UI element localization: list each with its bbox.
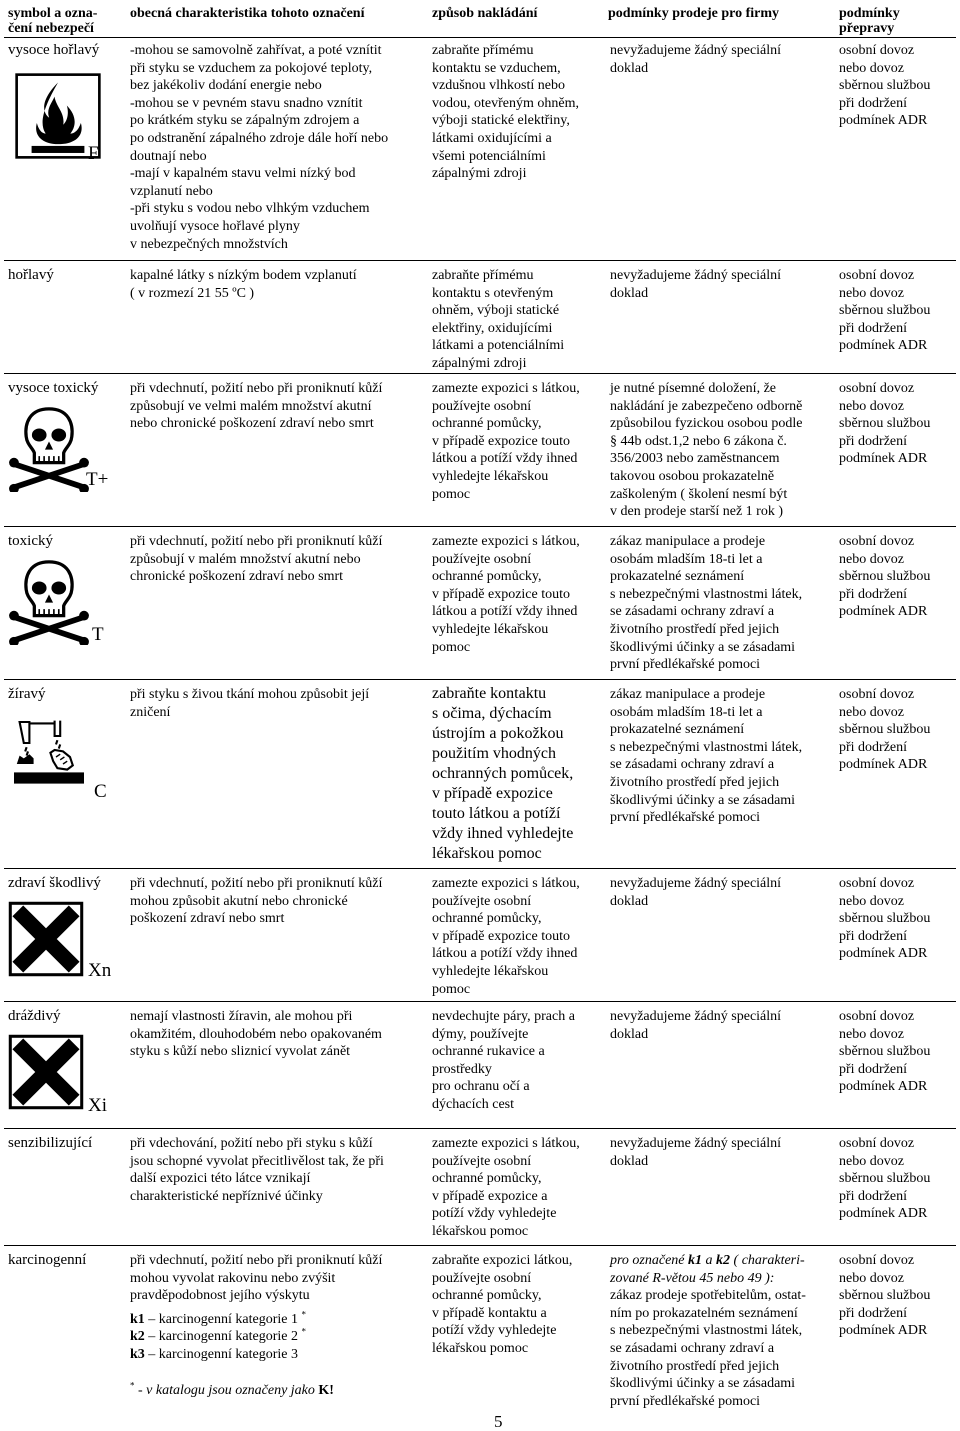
text-line: ochranné pomůcky, — [432, 416, 542, 432]
table-row-transport-cell — [835, 374, 956, 526]
text-line: při styku s živou tkání mohou způsobit její — [130, 687, 370, 702]
text-line: podmínek ADR — [839, 757, 928, 773]
symbol-code: Xi — [88, 1094, 107, 1116]
text-line: mohou způsobit akutní nebo chronické — [130, 893, 348, 909]
text-line: nebo dovoz — [839, 1153, 904, 1169]
table-row-sale-cell — [604, 680, 835, 868]
text-line: ochranné pomůcky, — [432, 911, 542, 927]
text-line: podmínek ADR — [839, 1079, 928, 1095]
text-line: 356/2003 nebo zaměstnancem — [610, 451, 780, 467]
carcinogen-category — [130, 1328, 424, 1346]
text-line: zamezte expozici s látkou, — [432, 1136, 580, 1151]
table-row-transport-cell — [835, 261, 956, 373]
text-line: osobní dovoz — [839, 381, 915, 396]
text-line: styku s kůží nebo sliznicí vyvolat zánět — [130, 1044, 351, 1060]
table-row-transport-cell — [835, 1246, 956, 1418]
text-line: ochranné pomůcky, — [432, 569, 542, 585]
text-line: sběrnou službou — [839, 1288, 931, 1304]
table-row-characteristic-cell — [126, 1246, 428, 1418]
text-line: kontaktu s otevřeným — [432, 285, 554, 301]
table-row-characteristic-cell — [126, 1002, 428, 1128]
text-line: nebo dovoz — [839, 893, 904, 909]
table-row-symbol-cell — [4, 680, 126, 868]
table-row-characteristic-cell — [126, 38, 428, 260]
text-line: takovou osobou prokazatelně — [610, 468, 775, 484]
text-line: podmínek ADR — [839, 451, 928, 467]
text-line: nevyžadujeme žádný speciální — [610, 268, 782, 283]
table-row-handling-cell — [428, 374, 604, 526]
text-line: pravděpodobnost jejího výskytu — [130, 1288, 310, 1304]
text-line: další expozici této látce vznikají — [130, 1171, 311, 1187]
text-line: nevdechujte páry, prach a — [432, 1009, 575, 1024]
text-line: způsobují v malém množství akutní nebo — [130, 551, 361, 567]
text-line: používejte osobní — [432, 551, 532, 567]
text-line: nakládání je zabezpečeno odborně — [610, 398, 803, 414]
text-line: při styku se vzduchem za pokojové teploty, — [130, 60, 373, 76]
symbol-box — [8, 557, 118, 657]
symbol-box — [14, 72, 114, 172]
text-line: vyhledejte lékařskou — [432, 963, 549, 979]
text-line: ochranné rukavice a — [432, 1044, 545, 1060]
table-row-symbol-cell — [4, 1246, 126, 1418]
symbol-name: senzibilizující — [8, 1135, 93, 1151]
text-line: osobní dovoz — [839, 268, 915, 283]
header-sale-text: podmínky prodeje pro firmy — [608, 6, 779, 21]
text-line: prostředky — [432, 1061, 492, 1077]
table-row-symbol-cell — [4, 374, 126, 526]
text-line: se zásadami ochrany zdraví a — [610, 1340, 775, 1356]
symbol-box — [8, 1034, 118, 1124]
text-line: elektřiny, oxidujícími — [432, 320, 553, 336]
text-line: osobní dovoz — [839, 534, 915, 549]
category-label: – karcinogenní kategorie 3 — [148, 1346, 298, 1362]
header-transport-line-2: přepravy — [839, 21, 895, 36]
text-line: při vdechnutí, požití nebo při proniknutí kůží — [130, 534, 383, 549]
text-line: kontaktu se vzduchem, — [432, 60, 561, 76]
text-line: dýmy, používejte — [432, 1026, 529, 1042]
text-line: zaškoleným ( školení nesmí být — [610, 486, 788, 502]
text-line: používejte osobní — [432, 398, 532, 414]
table-row-handling-cell — [428, 1246, 604, 1418]
text-line: látkami a potenciálními — [432, 338, 565, 354]
text-line: sběrnou službou — [839, 416, 931, 432]
text-line: doklad — [610, 1026, 649, 1042]
table-row-transport-cell — [835, 680, 956, 868]
text-line: nevyžadujeme žádný speciální — [610, 1009, 782, 1024]
text-line: v případě expozice touto — [432, 433, 571, 449]
text-line: nevyžadujeme žádný speciální — [610, 43, 782, 58]
text-line: při vdechnutí, požití nebo při proniknutí kůží — [130, 876, 383, 891]
x-cross-icon — [8, 901, 84, 977]
text-line: při dodržení — [839, 1188, 908, 1204]
text-line: osobám mladším 18-ti let a — [610, 551, 763, 567]
text-line: zákaz prodeje spotřebitelům, ostat- — [610, 1288, 806, 1304]
text-line: při dodržení — [839, 1305, 908, 1321]
text-line: s nebezpečnými vlastnostmi látek, — [610, 586, 803, 602]
table-row-symbol-cell — [4, 1002, 126, 1128]
text-line: sběrnou službou — [839, 303, 931, 319]
text-line: potíží vždy vyhledejte — [432, 1323, 557, 1339]
text-line: nebo chronické poškození zdraví nebo smrt — [130, 416, 374, 432]
symbol-name: dráždivý — [8, 1008, 61, 1024]
text-line: bez jakékoliv dodání energie nebo — [130, 78, 322, 94]
text-line: při vdechnutí, požití nebo při proniknutí kůží — [130, 381, 383, 396]
text-line: se zásadami ochrany zdraví a — [610, 604, 775, 620]
category-code: k2 — [130, 1329, 145, 1345]
text-line: prokazatelné seznámení — [610, 569, 745, 585]
text-line: životního prostředí před jejich — [610, 1358, 780, 1374]
text-line: životního prostředí před jejich — [610, 621, 780, 637]
symbol-name: karcinogenní — [8, 1252, 87, 1268]
text-line: doklad — [610, 285, 649, 301]
text-line: v případě expozice touto — [432, 586, 571, 602]
text-line: v případě expozice — [432, 785, 553, 802]
header-symbol-line-2: čení nebezpečí — [8, 21, 94, 36]
text-line: doklad — [610, 60, 649, 76]
symbol-code: T+ — [86, 468, 109, 490]
text-line: sběrnou službou — [839, 78, 931, 94]
text-line: osobní dovoz — [839, 1136, 915, 1151]
text-line: ochranné pomůcky, — [432, 1288, 542, 1304]
text-line: chronické poškození zdraví nebo smrt — [130, 569, 344, 585]
text-line: lékařskou pomoc — [432, 845, 542, 862]
table-row-sale-cell — [604, 374, 835, 526]
text-line: vyhledejte lékařskou — [432, 468, 549, 484]
text-line: dýchacích cest — [432, 1096, 515, 1112]
text-line: použitím vhodných — [432, 745, 556, 762]
text-line: vzplanutí nebo — [130, 183, 213, 199]
category-code: k1 — [130, 1311, 145, 1327]
table-row-handling-cell — [428, 261, 604, 373]
text-line: touto látkou a potíží — [432, 805, 561, 822]
footnote-text: - v katalogu jsou označeny jako — [138, 1382, 315, 1398]
table-row-sale-cell — [604, 1129, 835, 1245]
text-line: nebo dovoz — [839, 704, 904, 720]
text-line: lékařskou pomoc — [432, 1340, 529, 1356]
text-line: osobní dovoz — [839, 876, 915, 891]
text-line: životního prostředí před jejich — [610, 774, 780, 790]
table-row-sale-cell — [604, 1246, 835, 1418]
category-label: – karcinogenní kategorie 1 — [148, 1311, 298, 1327]
symbol-code: C — [94, 780, 107, 802]
hazard-symbols-table — [4, 4, 956, 1418]
sale-intro-line — [610, 1252, 831, 1270]
table-row-characteristic-cell — [126, 527, 428, 679]
symbol-name: žíravý — [8, 686, 46, 702]
text-line: s nebezpečnými vlastnostmi látek, — [610, 1323, 803, 1339]
header-handling — [428, 4, 604, 38]
category-label: – karcinogenní kategorie 2 — [148, 1329, 298, 1345]
table-row-sale-cell — [604, 261, 835, 373]
text-line: okamžitém, dlouhodobém nebo opakovaném — [130, 1026, 382, 1042]
table-row-characteristic-cell — [126, 680, 428, 868]
table-row-characteristic-cell — [126, 261, 428, 373]
text-line: mohou vyvolat rakovinu nebo zvýšit — [130, 1270, 336, 1286]
text-line: pro ochranu očí a — [432, 1079, 530, 1095]
text-line: nemají vlastnosti žíravin, ale mohou při — [130, 1009, 353, 1024]
text-line: v nebezpečných množstvích — [130, 236, 288, 252]
table-row-transport-cell — [835, 1002, 956, 1128]
table-row-transport-cell — [835, 527, 956, 679]
text-line: ústrojím a pokožkou — [432, 725, 564, 742]
text-line: osobní dovoz — [839, 43, 915, 58]
table-row-handling-cell — [428, 527, 604, 679]
table-row-characteristic-cell — [126, 1129, 428, 1245]
text-line: s očima, dýchacím — [432, 705, 552, 722]
table-row-symbol-cell — [4, 869, 126, 1001]
text-line: zabraňte expozici látkou, — [432, 1253, 573, 1268]
text-line: látkou a potíží vždy ihned — [432, 604, 578, 620]
text-line: vzdušnou vlhkostí nebo — [432, 78, 565, 94]
header-characteristic — [126, 4, 428, 38]
text-line: sběrnou službou — [839, 569, 931, 585]
symbol-name: toxický — [8, 533, 53, 549]
table-row-handling-cell — [428, 38, 604, 260]
text-line: podmínek ADR — [839, 1206, 928, 1222]
text-line: vyhledejte lékařskou — [432, 621, 549, 637]
symbol-box — [14, 714, 124, 814]
table-row-transport-cell — [835, 1129, 956, 1245]
table-row-characteristic-cell — [126, 374, 428, 526]
text-line: při dodržení — [839, 586, 908, 602]
table-row-sale-cell — [604, 1002, 835, 1128]
text-line: osobám mladším 18-ti let a — [610, 704, 763, 720]
text-line: škodlivými účinky a se zásadami — [610, 792, 796, 808]
text-line: -mohou se v pevném stavu snadno vznítit — [130, 95, 363, 111]
corrosion-icon — [14, 714, 84, 786]
table-row-symbol-cell — [4, 261, 126, 373]
text-line: sběrnou službou — [839, 1171, 931, 1187]
text-line: nebo dovoz — [839, 285, 904, 301]
text-line: podmínek ADR — [839, 604, 928, 620]
text-line: zákaz manipulace a prodeje — [610, 687, 766, 702]
text-line: doklad — [610, 893, 649, 909]
text-line: nebo dovoz — [839, 1026, 904, 1042]
header-transport-line-1: podmínky — [839, 6, 900, 21]
text-line: zákaz manipulace a prodeje — [610, 534, 766, 549]
table-row-handling-cell — [428, 680, 604, 868]
text-line: ním po prokazatelném seznámení — [610, 1305, 798, 1321]
symbol-code: Xn — [88, 959, 112, 981]
text-line: látkami oxidujícími a — [432, 130, 552, 146]
text-line: používejte osobní — [432, 893, 532, 909]
text-line: osobní dovoz — [839, 1253, 915, 1268]
text-line: výboji statické elektřiny, — [432, 113, 570, 129]
text-line: zabraňte přímému — [432, 268, 534, 283]
skull-crossbones-icon — [8, 557, 90, 645]
text-line: ochranné pomůcky, — [432, 1171, 542, 1187]
table-row-symbol-cell — [4, 1129, 126, 1245]
text-line: první předlékařské pomoci — [610, 810, 761, 826]
symbol-name: zdraví škodlivý — [8, 875, 101, 891]
sale-intro-code: k2 — [716, 1253, 731, 1268]
footnote — [130, 1379, 424, 1400]
text-line: škodlivými účinky a se zásadami — [610, 1376, 796, 1392]
text-line: při vdechování, požití nebo při styku s kůží — [130, 1136, 373, 1151]
text-line: látkou a potíží vždy ihned — [432, 451, 578, 467]
symbol-name: vysoce hořlavý — [8, 42, 100, 58]
text-line: se zásadami ochrany zdraví a — [610, 757, 775, 773]
text-line: látkou a potíží vždy ihned — [432, 946, 578, 962]
text-line: při dodržení — [839, 433, 908, 449]
text-line: škodlivými účinky a se zásadami — [610, 639, 796, 655]
table-row-sale-cell — [604, 38, 835, 260]
text-line: po krátkém styku se zápalným zdrojem a — [130, 113, 360, 129]
text-line: doklad — [610, 1153, 649, 1169]
text-line: sběrnou službou — [839, 1044, 931, 1060]
text-line: lékařskou pomoc — [432, 1223, 529, 1239]
sale-intro-code: k1 — [688, 1253, 703, 1268]
text-line: nevyžadujeme žádný speciální — [610, 1136, 782, 1151]
text-line: podmínek ADR — [839, 946, 928, 962]
text-line: § 44b odst.1,2 nebo 6 zákona č. — [610, 433, 787, 449]
text-line: charakteristické nepříznivé účinky — [130, 1188, 323, 1204]
symbol-code: T — [92, 623, 104, 645]
text-line: v případě expozice touto — [432, 928, 571, 944]
text-line: kapalné látky s nízkým bodem vzplanutí — [130, 268, 357, 283]
text-line: -mají v kapalném stavu velmi nízký bod — [130, 166, 356, 182]
text-line: první předlékařské pomoci — [610, 657, 761, 673]
symbol-code: F — [88, 142, 99, 164]
sale-intro-text: ( charakteri- — [733, 1253, 805, 1268]
text-line: pomoc — [432, 486, 471, 502]
text-line: při dodržení — [839, 739, 908, 755]
carcinogen-category — [130, 1311, 424, 1329]
text-line: při dodržení — [839, 928, 908, 944]
text-line: vždy ihned vyhledejte — [432, 825, 574, 842]
text-line: je nutné písemné doložení, že — [610, 381, 776, 396]
text-line: způsobují ve velmi malém množství akutní — [130, 398, 372, 414]
table-row-transport-cell — [835, 869, 956, 1001]
table-row-symbol-cell — [4, 38, 126, 260]
text-line: v případě expozice a — [432, 1188, 548, 1204]
text-line: nevyžadujeme žádný speciální — [610, 876, 782, 891]
footnote-marker: * — [130, 1379, 135, 1390]
text-line: sběrnou službou — [839, 722, 931, 738]
text-line: první předlékařské pomoci — [610, 1393, 761, 1409]
category-code: k3 — [130, 1346, 145, 1362]
header-handling-text: způsob nakládání — [432, 6, 538, 21]
text-line: zápalnými zdroji — [432, 166, 527, 182]
text-line: při dodržení — [839, 320, 908, 336]
page-number: 5 — [494, 1412, 503, 1431]
text-line: v případě kontaktu a — [432, 1305, 547, 1321]
table-row-transport-cell — [835, 38, 956, 260]
sale-intro-text: a — [705, 1253, 713, 1268]
table-row-sale-cell — [604, 869, 835, 1001]
header-transport — [835, 4, 956, 38]
carcinogen-category — [130, 1346, 424, 1364]
text-line: sběrnou službou — [839, 911, 931, 927]
text-line: používejte osobní — [432, 1153, 532, 1169]
text-line: zabraňte přímému — [432, 43, 534, 58]
symbol-box — [8, 901, 118, 991]
text-line: nebo dovoz — [839, 60, 904, 76]
header-symbol — [4, 4, 126, 38]
table-row-characteristic-cell — [126, 869, 428, 1001]
text-line: pomoc — [432, 639, 471, 655]
text-line: poškození zdraví nebo smrt — [130, 911, 285, 927]
footnote-marker: * — [301, 1326, 306, 1337]
text-line: -mohou se samovolně zahřívat, a poté vznítit — [130, 43, 382, 58]
text-line: nebo dovoz — [839, 551, 904, 567]
text-line: podmínek ADR — [839, 113, 928, 129]
text-line: vodou, otevřeným ohněm, — [432, 95, 579, 111]
text-line: doutnají nebo — [130, 148, 207, 164]
symbol-box — [8, 404, 118, 504]
text-line: podmínek ADR — [839, 1323, 928, 1339]
sale-intro-text: pro označené — [610, 1253, 685, 1268]
header-symbol-line-1: symbol a ozna- — [8, 6, 98, 21]
text-line: zápalnými zdroji — [432, 355, 527, 371]
header-sale — [604, 4, 835, 38]
text-line: s nebezpečnými vlastnostmi látek, — [610, 739, 803, 755]
text-line: jsou schopné vyvolat přecitlivělost tak, že při — [130, 1153, 384, 1169]
symbol-name: hořlavý — [8, 267, 54, 283]
text-line: zamezte expozici s látkou, — [432, 534, 580, 549]
x-cross-icon — [8, 1034, 84, 1110]
skull-crossbones-icon — [8, 404, 90, 492]
text-line: pomoc — [432, 981, 471, 997]
text-line: při vdechnutí, požití nebo při proniknutí kůží — [130, 1253, 383, 1268]
text-line: zabraňte kontaktu — [432, 685, 547, 702]
text-line: nebo dovoz — [839, 1270, 904, 1286]
sale-intro-line: zované R-větou 45 nebo 49 ): — [610, 1270, 775, 1286]
header-characteristic-text: obecná charakteristika tohoto označení — [130, 6, 365, 21]
footnote-mark: K! — [318, 1382, 334, 1398]
text-line: uvolňují vysoce hořlavé plyny — [130, 218, 300, 234]
table-row-handling-cell — [428, 1129, 604, 1245]
text-line: -při styku s vodou nebo vlhkým vzduchem — [130, 201, 370, 217]
table-row-symbol-cell — [4, 527, 126, 679]
text-line: používejte osobní — [432, 1270, 532, 1286]
text-line: ( v rozmezí 21 55 ºC ) — [130, 285, 255, 301]
text-line: potíží vždy vyhledejte — [432, 1206, 557, 1222]
text-line: zamezte expozici s látkou, — [432, 381, 580, 396]
text-line: způsobilou fyzickou osobou podle — [610, 416, 803, 432]
text-line: při dodržení — [839, 1061, 908, 1077]
symbol-name: vysoce toxický — [8, 380, 99, 396]
text-line: osobní dovoz — [839, 687, 915, 702]
footnote-marker: * — [301, 1309, 306, 1320]
text-line: zamezte expozici s látkou, — [432, 876, 580, 891]
table-row-sale-cell — [604, 527, 835, 679]
table-row-handling-cell — [428, 1002, 604, 1128]
text-line: podmínek ADR — [839, 338, 928, 354]
text-line: ochranných pomůcek, — [432, 765, 574, 782]
text-line: zničení — [130, 704, 171, 720]
text-line: prokazatelné seznámení — [610, 722, 745, 738]
table-row-handling-cell — [428, 869, 604, 1001]
text-line: po odstranění zápalného zdroje dále hoří nebo — [130, 130, 389, 146]
text-line: ohněm, výboji statické — [432, 303, 560, 319]
text-line: nebo dovoz — [839, 398, 904, 414]
text-line: při dodržení — [839, 95, 908, 111]
text-line: v den prodeje starší než 1 rok ) — [610, 504, 783, 520]
text-line: osobní dovoz — [839, 1009, 915, 1024]
text-line: všemi potenciálními — [432, 148, 546, 164]
